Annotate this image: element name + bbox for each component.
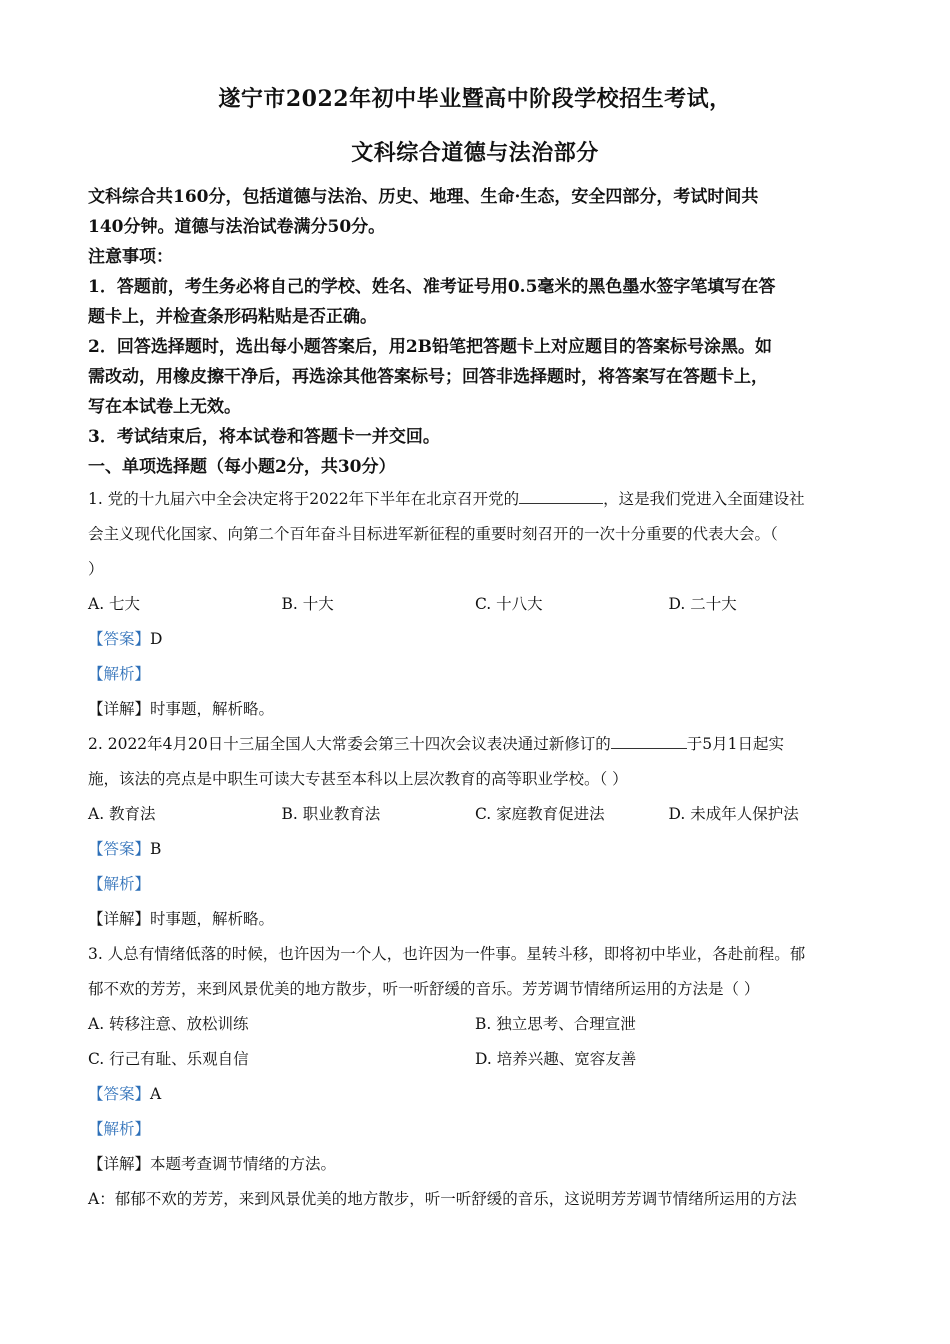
- answer-line: [88, 622, 862, 657]
- answer-value: B: [150, 840, 162, 858]
- notice-item: 1．答题前，考生务必将自己的学校、姓名、准考证号用0.5毫米的黑色墨水签字笔填写在答: [88, 277, 776, 297]
- question-stem: 郁不欢的芳芳，来到风景优美的地方散步，听一听舒缓的音乐。芳芳调节情绪所运用的方法是（ ）: [88, 980, 760, 998]
- option-c: C. 家庭教育促进法: [475, 805, 605, 823]
- intro-line: 140分钟。道德与法治试卷满分50分。: [88, 217, 386, 237]
- question-stem: ）: [88, 560, 104, 578]
- answer-blank: [519, 487, 603, 504]
- answer-line: [88, 1077, 862, 1112]
- detail-label: 【详解】: [88, 1155, 151, 1173]
- exam-instructions: [88, 182, 862, 482]
- question-stem: [88, 727, 862, 762]
- options-row: [88, 1007, 862, 1042]
- question-3: [88, 937, 862, 1217]
- stem-text: 1. 党的十九届六中全会决定将于2022年下半年在北京召开党的: [88, 490, 520, 508]
- option-d: D. 培养兴趣、宽容友善: [475, 1050, 637, 1068]
- stem-text: 2. 2022年4月20日十三届全国人大常委会第三十四次会议表决通过新修订的: [88, 735, 611, 753]
- answer-line: [88, 832, 862, 867]
- detail-line: [88, 902, 862, 937]
- detail-label: 【详解】: [88, 910, 151, 928]
- question-stem: 施，该法的亮点是中职生可读大专甚至本科以上层次教育的高等职业学校。（ ）: [88, 770, 628, 788]
- answer-label: 【答案】: [88, 1085, 151, 1103]
- analysis-text: A：郁郁不欢的芳芳，来到风景优美的地方散步，听一听舒缓的音乐，这说明芳芳调节情绪所运用的方法: [88, 1190, 797, 1208]
- answer-label: 【答案】: [88, 840, 151, 858]
- option-b: B. 职业教育法: [281, 805, 381, 823]
- detail-text: 本题考查调节情绪的方法。: [150, 1155, 337, 1173]
- option-a: A. 转移注意、放松训练: [88, 1015, 249, 1033]
- analysis-label: 【解析】: [88, 665, 151, 683]
- detail-label: 【详解】: [88, 700, 151, 718]
- detail-line: [88, 692, 862, 727]
- stem-text: ，这是我们党进入全面建设社: [603, 490, 805, 508]
- analysis-label: 【解析】: [88, 875, 151, 893]
- question-stem: [88, 482, 862, 517]
- answer-value: A: [150, 1085, 162, 1103]
- detail-text: 时事题，解析略。: [150, 910, 275, 928]
- options-row: [88, 1042, 862, 1077]
- question-1: [88, 482, 862, 727]
- stem-text: 于5月1日起实: [686, 735, 784, 753]
- answer-label: 【答案】: [88, 630, 151, 648]
- question-2: [88, 727, 862, 937]
- option-c: C. 行己有耻、乐观自信: [88, 1050, 249, 1068]
- option-a: A. 七大: [88, 595, 141, 613]
- notice-heading: 注意事项：: [88, 247, 173, 267]
- option-a: A. 教育法: [88, 805, 156, 823]
- options-row: [88, 587, 862, 622]
- section-heading: 一、单项选择题（每小题2分，共30分）: [88, 457, 396, 477]
- notice-item: 题卡上，并检查条形码粘贴是否正确。: [88, 307, 377, 327]
- options-row: [88, 797, 862, 832]
- detail-text: 时事题，解析略。: [150, 700, 275, 718]
- option-d: D. 二十大: [668, 595, 737, 613]
- question-stem: 3. 人总有情绪低落的时候，也许因为一个人，也许因为一件事。星转斗移，即将初中毕业，各赴前程。郁: [88, 945, 806, 963]
- notice-item: 写在本试卷上无效。: [88, 397, 241, 417]
- detail-line: [88, 1147, 862, 1182]
- page-subtitle: 文科综合道德与法治部分: [351, 140, 599, 166]
- option-d: D. 未成年人保护法: [668, 805, 799, 823]
- page-title: 遂宁市2022年初中毕业暨高中阶段学校招生考试，: [218, 86, 732, 112]
- question-stem: 会主义现代化国家、向第二个百年奋斗目标进军新征程的重要时刻召开的一次十分重要的代表大会。（: [88, 525, 778, 543]
- answer-value: D: [150, 630, 163, 648]
- option-c: C. 十八大: [475, 595, 543, 613]
- notice-item: 需改动，用橡皮擦干净后，再选涂其他答案标号；回答非选择题时，将答案写在答题卡上，: [88, 367, 768, 387]
- answer-blank: [611, 732, 687, 749]
- analysis-label: 【解析】: [88, 1120, 151, 1138]
- option-b: B. 十大: [281, 595, 334, 613]
- intro-line: 文科综合共160分，包括道德与法治、历史、地理、生命·生态，安全四部分，考试时间共: [88, 187, 759, 207]
- option-b: B. 独立思考、合理宣泄: [475, 1015, 636, 1033]
- notice-item: 2．回答选择题时，选出每小题答案后，用2B铅笔把答题卡上对应题目的答案标号涂黑。如: [88, 337, 773, 357]
- notice-item: 3．考试结束后，将本试卷和答题卡一并交回。: [88, 427, 440, 447]
